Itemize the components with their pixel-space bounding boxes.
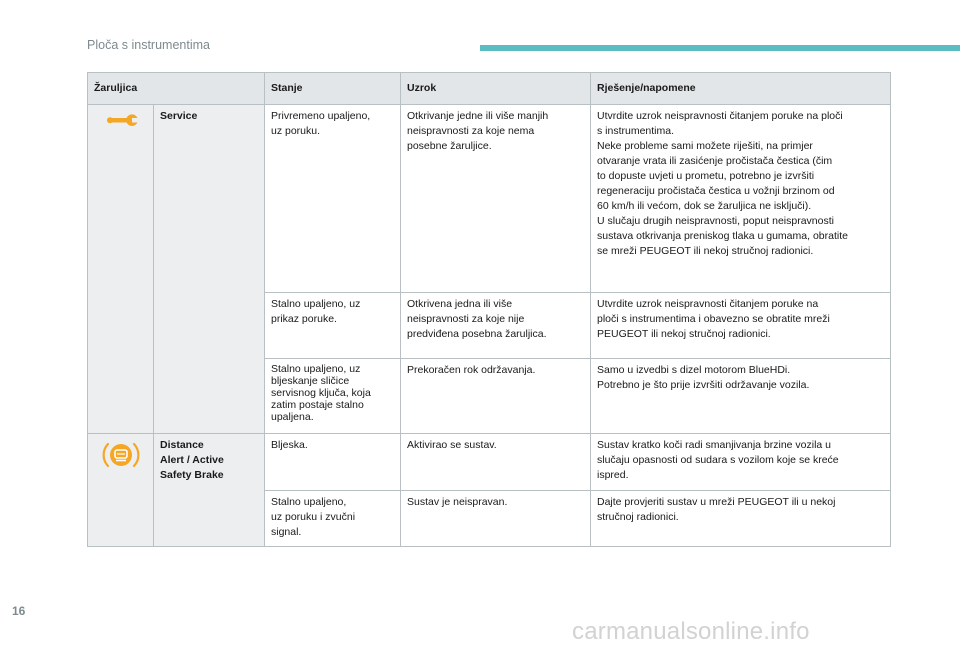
uzrok-cell: [401, 434, 591, 491]
text-line: bljeskanje sličice: [271, 375, 350, 387]
warning-lamps-table: [87, 72, 891, 547]
text-line: zatim postaje stalno: [271, 399, 364, 411]
stanje-cell: [265, 293, 401, 359]
text-line: U slučaju drugih neispravnosti, poput neispravnosti: [597, 215, 834, 227]
text-line: uz poruku i zvučni: [271, 511, 356, 523]
text-line: slučaju opasnosti od sudara s vozilom koje se kreće: [597, 454, 839, 466]
stanje-cell: [265, 359, 401, 434]
text-line: Potrebno je što prije izvršiti održavanje vozila.: [597, 379, 810, 391]
text-line: Samo u izvedbi s dizel motorom BlueHDi.: [597, 364, 791, 376]
table-row: [88, 434, 891, 491]
header-accent-bar: [480, 45, 960, 51]
stanje-cell: [265, 491, 401, 547]
column-header-uzrok: Uzrok: [401, 73, 591, 105]
uzrok-cell: [401, 105, 591, 293]
lamp-name-line: Service: [160, 110, 198, 122]
text-line: Utvrdite uzrok neispravnosti čitanjem poruke na ploči: [597, 110, 843, 122]
text-line: neispravnosti za koje nije: [407, 313, 525, 325]
lamp-icon-cell: [88, 105, 154, 434]
section-title: Ploča s instrumentima: [87, 38, 210, 52]
lamp-name-line: Distance: [160, 439, 204, 451]
column-header-zaruljica: Žaruljica: [88, 73, 265, 105]
text-line: Aktivirao se sustav.: [407, 439, 497, 451]
text-line: upaljena.: [271, 411, 314, 423]
text-line: to dopuste uvjeti u prometu, potrebno je izvršiti: [597, 170, 815, 182]
text-line: uz poruku.: [271, 125, 321, 137]
text-line: ispred.: [597, 469, 629, 481]
text-line: Sustav je neispravan.: [407, 496, 508, 508]
uzrok-cell: [401, 491, 591, 547]
column-header-rjesenje: Rješenje/napomene: [591, 73, 891, 105]
column-header-stanje: Stanje: [265, 73, 401, 105]
lamp-name-line: Safety Brake: [160, 469, 224, 481]
text-line: se mreži PEUGEOT ili nekoj stručnoj radionici.: [597, 245, 814, 257]
text-line: Privremeno upaljeno,: [271, 110, 371, 122]
stanje-cell: [265, 434, 401, 491]
text-line: Otkrivena jedna ili više: [407, 298, 513, 310]
text-line: posebne žaruljice.: [407, 140, 492, 152]
text-line: prikaz poruke.: [271, 313, 337, 325]
text-line: Utvrdite uzrok neispravnosti čitanjem poruke na: [597, 298, 819, 310]
text-line: Bljeska.: [271, 439, 308, 451]
text-line: predviđena posebna žaruljica.: [407, 328, 547, 340]
rjesenje-cell: [591, 434, 891, 491]
text-line: Neke probleme sami možete riješiti, na primjer: [597, 140, 813, 152]
text-line: Stalno upaljeno,: [271, 496, 347, 508]
text-line: ploči s instrumentima i obavezno se obratite mreži: [597, 313, 830, 325]
wrench-icon: [101, 109, 141, 136]
text-line: Prekoračen rok održavanja.: [407, 364, 536, 376]
uzrok-cell: [401, 293, 591, 359]
lamp-name-line: Alert / Active: [160, 454, 224, 466]
text-line: 60 km/h ili većom, dok se žaruljica ne isključi).: [597, 200, 812, 212]
table-header-row: [88, 73, 891, 105]
text-line: PEUGEOT ili nekoj stručnoj radionici.: [597, 328, 771, 340]
lamp-name-distance-alert: [154, 434, 265, 547]
text-line: neispravnosti za koje nema: [407, 125, 535, 137]
text-line: s instrumentima.: [597, 125, 675, 137]
table-row: [88, 105, 891, 293]
rjesenje-cell: [591, 293, 891, 359]
page-number: 16: [12, 604, 26, 618]
watermark: carmanualsonline.info: [572, 618, 810, 645]
text-line: Otkrivanje jedne ili više manjih: [407, 110, 549, 122]
text-line: sustava otkrivanja preniskog tlaka u gumama, obratite: [597, 230, 848, 242]
lamp-name-service: [154, 105, 265, 434]
text-line: otvaranje vrata ili zasićenje pročistača čestica (čim: [597, 155, 833, 167]
stanje-cell: [265, 105, 401, 293]
lamp-icon-cell: [88, 434, 154, 547]
text-line: Stalno upaljeno, uz: [271, 363, 361, 375]
text-line: stručnoj radionici.: [597, 511, 679, 523]
text-line: Sustav kratko koči radi smanjivanja brzine vozila u: [597, 439, 832, 451]
text-line: signal.: [271, 526, 302, 538]
rjesenje-cell: [591, 359, 891, 434]
uzrok-cell: [401, 359, 591, 434]
text-line: Stalno upaljeno, uz: [271, 298, 361, 310]
rjesenje-cell: [591, 105, 891, 293]
text-line: Dajte provjeriti sustav u mreži PEUGEOT ili u nekoj: [597, 496, 836, 508]
text-line: regeneraciju pročistača čestica u vožnji brzinom od: [597, 185, 835, 197]
text-line: servisnog ključa, koja: [271, 387, 371, 399]
rjesenje-cell: [591, 491, 891, 547]
collision-alert-icon: [102, 438, 140, 477]
